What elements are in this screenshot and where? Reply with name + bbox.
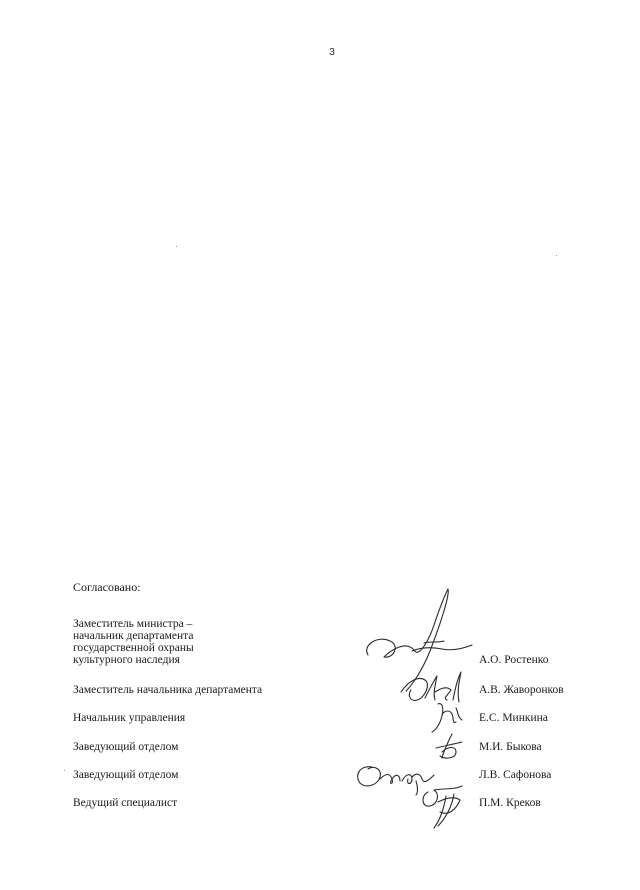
position-title-line: Начальник управления [73, 712, 186, 724]
person-name: Е.С. Минкина [479, 712, 548, 724]
approval-row-head-of-office [73, 710, 593, 724]
approval-heading: Согласовано: [73, 580, 141, 594]
approval-row-deputy-head [73, 682, 593, 696]
approval-row-head-of-section-1 [73, 739, 593, 753]
signature-minkina [428, 698, 468, 736]
signature-krekov [410, 782, 472, 832]
approval-row-deputy-minister [73, 610, 593, 666]
person-name: М.И. Быкова [479, 741, 542, 753]
position-title-line: начальник департамента [73, 630, 194, 642]
approval-block [73, 580, 593, 809]
position-title-line: Заместитель министра – [73, 618, 193, 630]
person-name: А.В. Жаворонков [479, 684, 564, 696]
scan-speck [64, 770, 65, 771]
person-name: А.О. Ростенко [479, 654, 549, 666]
scan-speck [176, 246, 177, 247]
position-title [73, 618, 333, 666]
position-title-line: Заведующий отделом [73, 769, 179, 781]
position-title-line: Ведущий специалист [73, 797, 178, 809]
scan-speck [556, 255, 557, 256]
position-title-line: Заведующий отделом [73, 741, 179, 753]
approval-row-lead-specialist [73, 795, 593, 809]
position-title [73, 712, 333, 724]
position-title-line: культурного наследия [73, 654, 180, 666]
position-title-line: Заместитель начальника департамента [73, 684, 263, 696]
position-title [73, 797, 333, 809]
person-name: П.М. Креков [479, 797, 541, 809]
approval-row-head-of-section-2 [73, 767, 593, 781]
page-number: 3 [329, 47, 335, 58]
person-name: Л.В. Сафонова [479, 769, 552, 781]
position-title [73, 684, 333, 696]
position-title [73, 741, 333, 753]
position-title-line: государственной охраны [73, 642, 194, 654]
position-title [73, 769, 333, 781]
